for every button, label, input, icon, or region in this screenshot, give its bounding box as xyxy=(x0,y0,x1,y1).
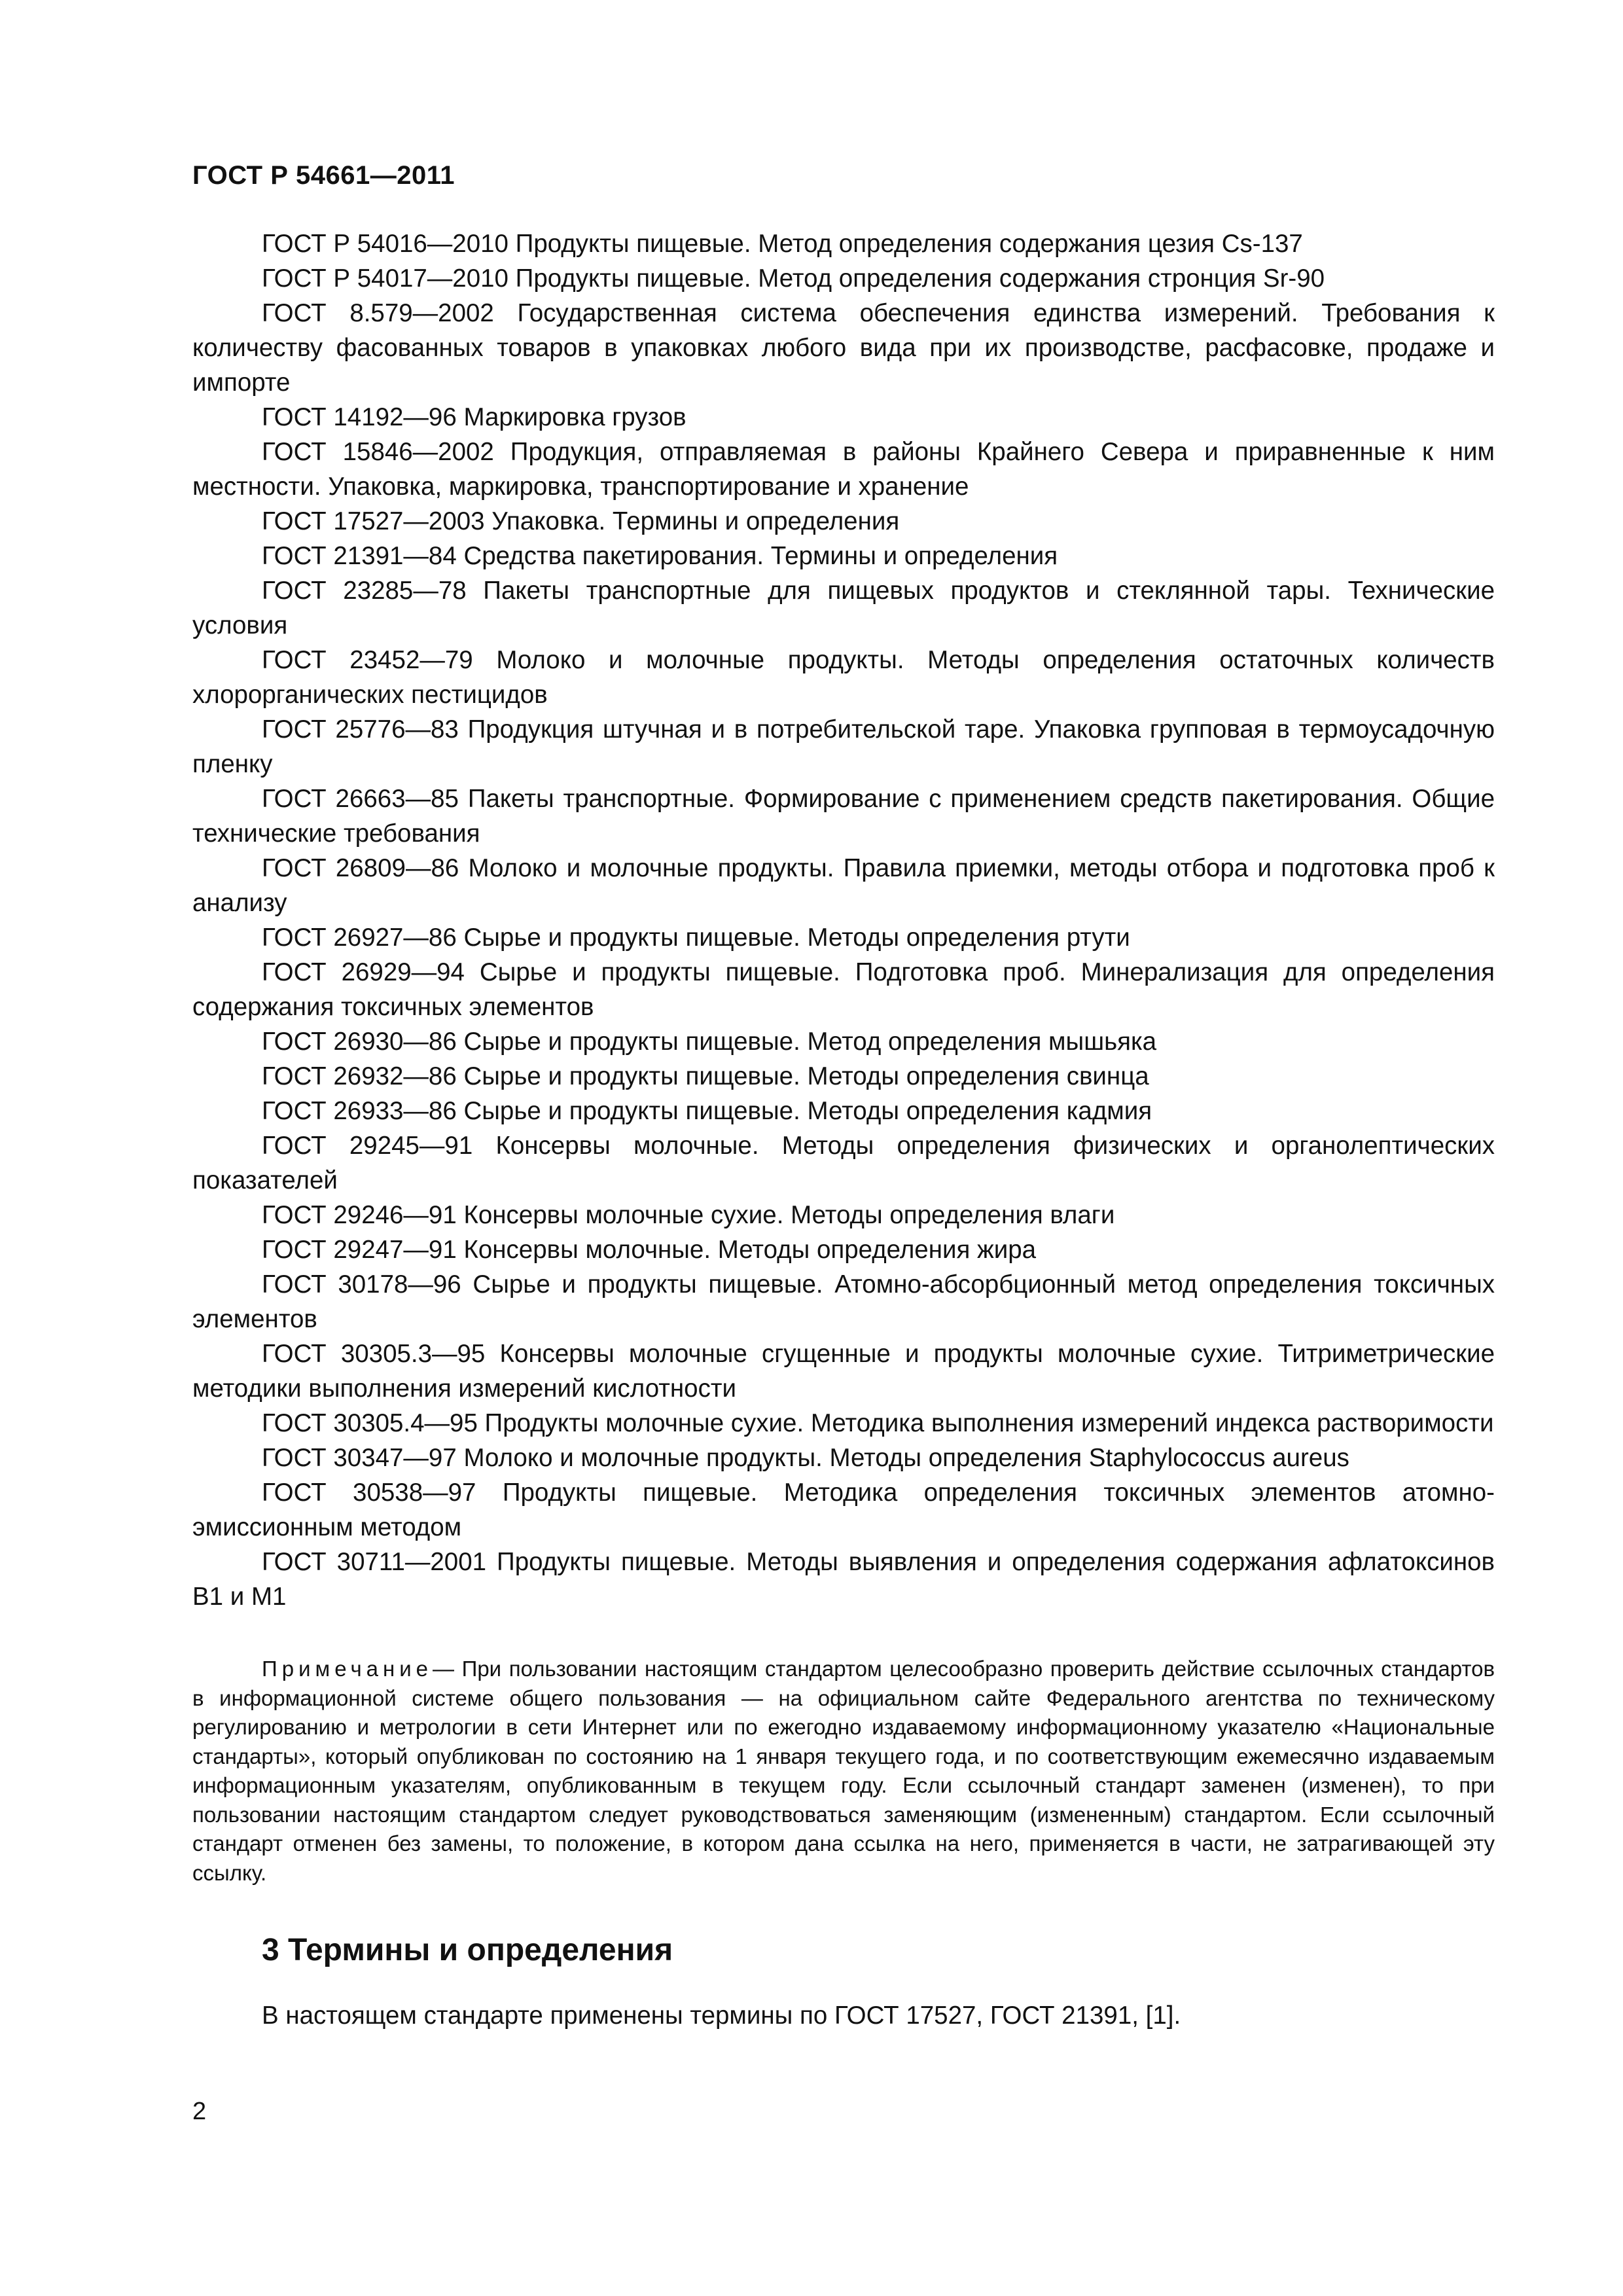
reference-entry: ГОСТ 14192—96 Маркировка грузов xyxy=(262,403,687,431)
reference-entry: ГОСТ 25776—83 Продукция штучная и в потребительской таре. Упаковка групповая в термоусадочную пленку xyxy=(192,715,1495,778)
reference-entry: ГОСТ 30538—97 Продукты пищевые. Методика определения токсичных элементов атомно-эмиссионным методом xyxy=(192,1479,1495,1541)
reference-entry: ГОСТ 26809—86 Молоко и молочные продукты. Правила приемки, методы отбора и подготовка проб к анализу xyxy=(192,854,1495,917)
note-paragraph xyxy=(192,1655,1495,1888)
reference-entry: ГОСТ 26927—86 Сырье и продукты пищевые. Методы определения ртути xyxy=(262,924,1130,952)
reference-entry: ГОСТ 30305.4—95 Продукты молочные сухие. Методика выполнения измерений индекса растворимости xyxy=(262,1409,1494,1437)
reference-entry: ГОСТ 26932—86 Сырье и продукты пищевые. Методы определения свинца xyxy=(262,1062,1149,1090)
page-number: 2 xyxy=(192,2098,207,2125)
reference-entry: ГОСТ 30305.3—95 Консервы молочные сгущенные и продукты молочные сухие. Титриметрические методики выполнения измерений кислотности xyxy=(192,1340,1495,1403)
reference-entry: ГОСТ 26929—94 Сырье и продукты пищевые. Подготовка проб. Минерализация для определения содержания токсичных элементов xyxy=(192,958,1495,1021)
document-code-header: ГОСТ Р 54661—2011 xyxy=(192,161,455,190)
reference-entry: ГОСТ 26663—85 Пакеты транспортные. Формирование с применением средств пакетирования. Общие технические требования xyxy=(192,785,1495,848)
note-label: Примечание xyxy=(262,1657,433,1681)
reference-entry: ГОСТ 30178—96 Сырье и продукты пищевые. Атомно-абсорбционный метод определения токсичных элементов xyxy=(192,1270,1495,1333)
note-text: — При пользовании настоящим стандартом целесообразно проверить действие ссылочных стандартов в информационной системе общего пользования — на официальном сайте Федерального агентства по техническому регулированию и метрологии в сети Интернет или по ежегодно издаваемому информационному указателю «Национальные стандарты», который опубликован по состоянию на 1 января текущего года, и по соответствующим ежемесячно издаваемым информационным указателям, опубликованным в текущем году. Если ссылочный стандарт заменен (изменен), то при пользовании настоящим стандартом следует руководствоваться заменяющим (измененным) стандартом. Если ссылочный стандарт отменен без замены, то положение, в котором дана ссылка на него, применяется в части, не затрагивающей эту ссылку. xyxy=(192,1657,1495,1885)
reference-entry: ГОСТ Р 54017—2010 Продукты пищевые. Метод определения содержания стронция Sr-90 xyxy=(262,264,1325,293)
section-body-text: В настоящем стандарте применены термины по ГОСТ 17527, ГОСТ 21391, [1]. xyxy=(262,2001,1181,2030)
reference-entry: ГОСТ 30711—2001 Продукты пищевые. Методы выявления и определения содержания афлатоксинов В1 и М1 xyxy=(192,1548,1495,1611)
reference-entry: ГОСТ 29245—91 Консервы молочные. Методы определения физических и органолептических показателей xyxy=(192,1132,1495,1194)
reference-entry: ГОСТ 23452—79 Молоко и молочные продукты. Методы определения остаточных количеств хлорорганических пестицидов xyxy=(192,646,1495,709)
reference-entry: ГОСТ 8.579—2002 Государственная система обеспечения единства измерений. Требования к количеству фасованных товаров в упаковках любого вида при их производстве, расфасовке, продаже и импорте xyxy=(192,299,1495,397)
reference-entry: ГОСТ 17527—2003 Упаковка. Термины и определения xyxy=(262,507,900,535)
reference-entry: ГОСТ 26933—86 Сырье и продукты пищевые. Методы определения кадмия xyxy=(262,1097,1152,1125)
reference-entry: ГОСТ 21391—84 Средства пакетирования. Термины и определения xyxy=(262,542,1058,570)
reference-entry: ГОСТ 15846—2002 Продукция, отправляемая в районы Крайнего Севера и приравненные к ним местности. Упаковка, маркировка, транспортирование и хранение xyxy=(192,438,1495,501)
reference-entry: ГОСТ 29247—91 Консервы молочные. Методы определения жира xyxy=(262,1236,1037,1264)
normative-references-list xyxy=(192,226,1495,1614)
reference-entry: ГОСТ Р 54016—2010 Продукты пищевые. Метод определения содержания цезия Cs-137 xyxy=(262,230,1303,258)
reference-entry: ГОСТ 26930—86 Сырье и продукты пищевые. Метод определения мышьяка xyxy=(262,1028,1157,1056)
section-heading: 3 Термины и определения xyxy=(262,1933,673,1967)
reference-entry: ГОСТ 23285—78 Пакеты транспортные для пищевых продуктов и стеклянной тары. Технические условия xyxy=(192,577,1495,639)
reference-entry: ГОСТ 30347—97 Молоко и молочные продукты. Методы определения Staphylococcus aureus xyxy=(262,1444,1349,1472)
reference-entry: ГОСТ 29246—91 Консервы молочные сухие. Методы определения влаги xyxy=(262,1201,1115,1229)
